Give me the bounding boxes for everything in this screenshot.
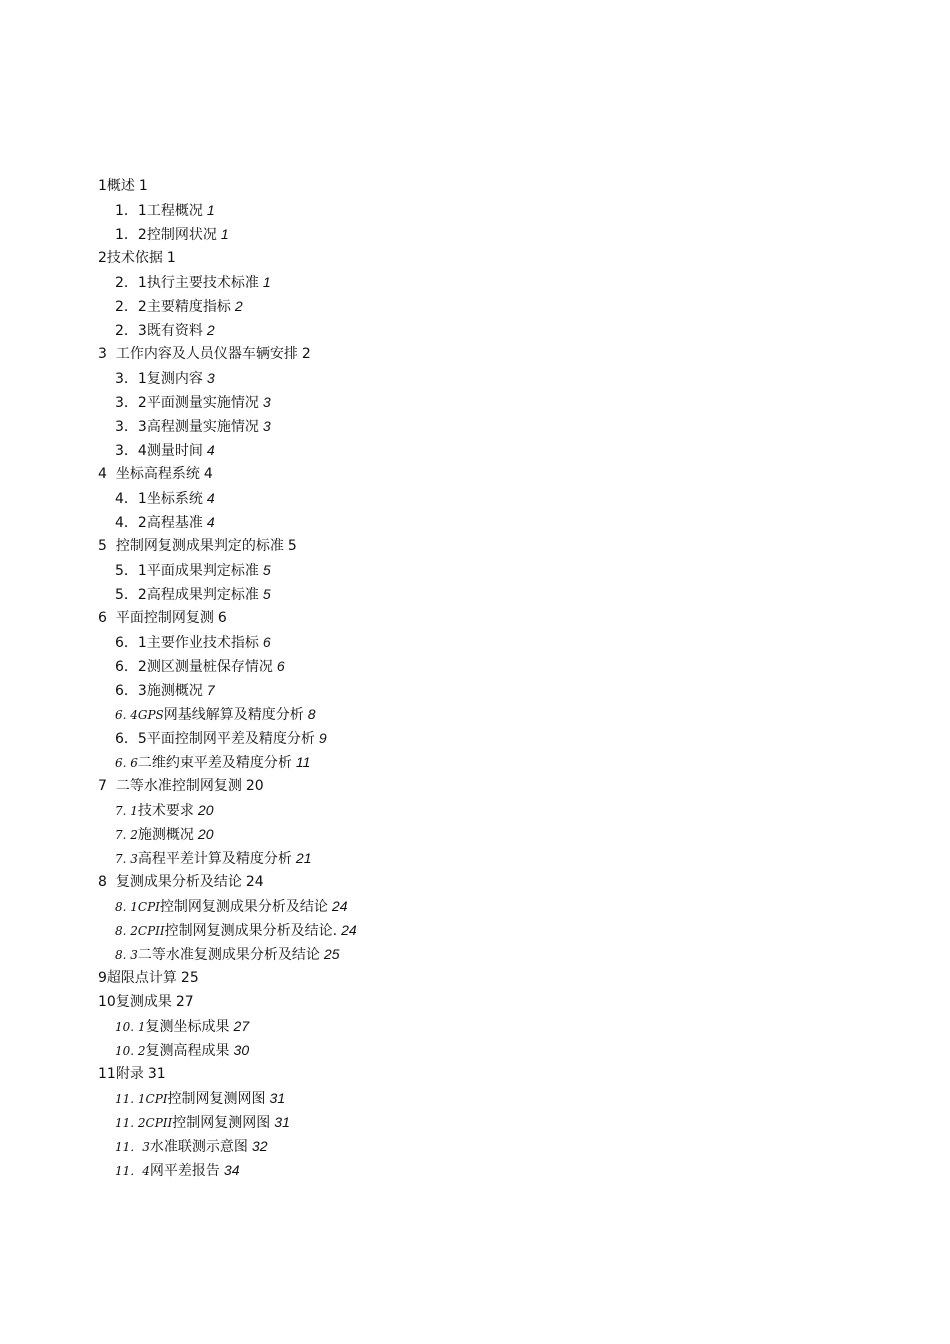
toc-entry-page: 1: [220, 226, 229, 242]
toc-entry-title: 平面控制网平差及精度分析: [146, 731, 315, 747]
toc-section-entry[interactable]: [98, 630, 878, 654]
toc-entry-number: 6．2: [115, 659, 147, 675]
toc-entry-title: 控制网复测成果判定的标准: [106, 538, 284, 554]
toc-entry-number: 6．5: [115, 731, 147, 747]
toc-entry-title: 二等水准复测成果分析及结论: [137, 947, 320, 963]
toc-entry-page: 6: [217, 610, 227, 626]
toc-section-entry[interactable]: [98, 318, 878, 342]
toc-entry-page: 30: [233, 1042, 250, 1058]
toc-entry-title: 超限点计算: [106, 970, 177, 986]
toc-entry-title: 概述: [106, 178, 135, 194]
toc-entry-page: 31: [147, 1066, 166, 1082]
toc-entry-title: 主要作业技术指标: [146, 635, 259, 651]
toc-section-entry[interactable]: [98, 1086, 878, 1110]
toc-entry-number: 4: [98, 466, 107, 482]
toc-entry-page: 5: [262, 586, 271, 602]
toc-entry-page: 4: [206, 442, 215, 458]
toc-entry-title: 二维约束平差及精度分析: [137, 755, 292, 771]
toc-entry-title: 平面测量实施情况: [146, 395, 259, 411]
toc-section-entry[interactable]: [98, 390, 878, 414]
toc-entry-number: 7: [98, 778, 107, 794]
toc-chapter-entry[interactable]: [98, 870, 878, 894]
toc-entry-title: 附录: [115, 1066, 144, 1082]
toc-entry-page: 25: [323, 946, 340, 962]
toc-entry-title: 控制网复测成果分析及结论: [159, 899, 328, 915]
toc-entry-number: 2．1: [115, 275, 147, 291]
toc-entry-title: 坐标系统: [146, 491, 203, 507]
toc-entry-title: 工程概况: [146, 203, 203, 219]
toc-entry-title: 施测概况: [137, 827, 194, 843]
toc-entry-title: 坐标高程系统: [106, 466, 200, 482]
toc-entry-number: 2: [98, 250, 107, 266]
toc-entry-page: 24: [245, 874, 264, 890]
toc-entry-number: 1．2: [115, 227, 147, 243]
toc-entry-number: 6: [98, 610, 107, 626]
toc-entry-number: 8. 1CPI: [115, 900, 160, 914]
toc-entry-title: 平面控制网复测: [106, 610, 214, 626]
toc-entry-number: 11: [98, 1066, 116, 1082]
toc-chapter-entry[interactable]: [98, 774, 878, 798]
toc-entry-page: 24: [331, 898, 348, 914]
toc-entry-number: 1．1: [115, 203, 147, 219]
toc-entry-title: 复测坐标成果: [145, 1019, 230, 1035]
toc-entry-number: 7. 1: [115, 804, 138, 818]
toc-entry-page: 32: [251, 1138, 268, 1154]
toc-chapter-entry[interactable]: [98, 174, 878, 198]
toc-entry-title: 水准联测示意图: [149, 1139, 248, 1155]
toc-entry-page: 20: [245, 778, 264, 794]
toc-entry-number: 6．1: [115, 635, 147, 651]
toc-chapter-entry[interactable]: [98, 966, 878, 990]
toc-entry-page: 5: [262, 562, 271, 578]
toc-entry-page: 6: [276, 658, 285, 674]
toc-entry-page: 1: [206, 202, 215, 218]
toc-section-entry[interactable]: [98, 558, 878, 582]
toc-entry-title: 测量时间: [146, 443, 203, 459]
toc-section-entry[interactable]: [98, 942, 878, 966]
toc-chapter-entry[interactable]: [98, 534, 878, 558]
toc-entry-number: 11．3: [115, 1140, 150, 1154]
toc-entry-title: 测区测量桩保存情况: [146, 659, 273, 675]
toc-section-entry[interactable]: [98, 726, 878, 750]
toc-chapter-entry[interactable]: [98, 246, 878, 270]
toc-entry-number: 9: [98, 970, 107, 986]
toc-entry-page: 34: [223, 1162, 240, 1178]
toc-section-entry[interactable]: [98, 1014, 878, 1038]
toc-section-entry[interactable]: [98, 678, 878, 702]
toc-section-entry[interactable]: [98, 294, 878, 318]
toc-section-entry[interactable]: [98, 822, 878, 846]
toc-entry-page: 1: [138, 178, 148, 194]
toc-entry-page: 27: [233, 1018, 250, 1034]
toc-entry-number: 8. 2CPII: [115, 924, 165, 938]
toc-entry-page: 4: [206, 514, 215, 530]
toc-section-entry[interactable]: [98, 198, 878, 222]
toc-entry-title: 既有资料: [146, 323, 203, 339]
toc-entry-title: 工作内容及人员仪器车辆安排: [106, 346, 298, 362]
toc-entry-title: 复测内容: [146, 371, 203, 387]
toc-chapter-entry[interactable]: [98, 462, 878, 486]
toc-entry-page: 3: [262, 418, 271, 434]
toc-entry-page: 20: [197, 802, 214, 818]
toc-entry-title: 网平差报告: [149, 1163, 220, 1179]
toc-section-entry[interactable]: [98, 846, 878, 870]
toc-entry-page: 4: [206, 490, 215, 506]
toc-entry-title: 主要精度指标: [146, 299, 231, 315]
toc-section-entry[interactable]: [98, 1110, 878, 1134]
toc-section-entry[interactable]: [98, 918, 878, 942]
toc-entry-page: 6: [262, 634, 271, 650]
toc-entry-page: 1: [262, 274, 271, 290]
toc-entry-number: 7. 2: [115, 828, 138, 842]
toc-entry-number: 3: [98, 346, 107, 362]
toc-section-entry[interactable]: [98, 894, 878, 918]
toc-entry-title: 技术依据: [106, 250, 163, 266]
toc-chapter-entry[interactable]: [98, 1062, 878, 1086]
toc-entry-number: 3．2: [115, 395, 147, 411]
toc-entry-number: 6. 6: [115, 756, 138, 770]
toc-entry-title: 控制网复测网图: [167, 1091, 266, 1107]
toc-entry-page: 3: [262, 394, 271, 410]
toc-entry-page: 5: [287, 538, 297, 554]
toc-section-entry[interactable]: [98, 222, 878, 246]
toc-entry-number: 5．2: [115, 587, 147, 603]
toc-chapter-entry[interactable]: [98, 606, 878, 630]
toc-entry-title: 平面成果判定标准: [146, 563, 259, 579]
toc-entry-number: 6．3: [115, 683, 147, 699]
toc-entry-page: 8: [307, 706, 316, 722]
toc-entry-page: 11: [295, 754, 311, 770]
toc-entry-page: 9: [318, 730, 327, 746]
toc-entry-page: 1: [166, 250, 176, 266]
toc-entry-page: 4: [203, 466, 213, 482]
toc-section-entry[interactable]: [98, 270, 878, 294]
toc-entry-title: 高程测量实施情况: [146, 419, 259, 435]
toc-section-entry[interactable]: [98, 486, 878, 510]
toc-entry-number: 5．1: [115, 563, 147, 579]
toc-section-entry[interactable]: [98, 750, 878, 774]
toc-entry-title: 控制网复测网图: [172, 1115, 271, 1131]
toc-entry-number: 2．3: [115, 323, 147, 339]
toc-entry-title: 网基线解算及精度分析: [163, 707, 304, 723]
toc-entry-number: 11. 1CPⅠ: [115, 1092, 168, 1106]
toc-entry-page: 2: [301, 346, 311, 362]
toc-section-entry[interactable]: [98, 366, 878, 390]
toc-entry-page: 31: [269, 1090, 286, 1106]
toc-entry-page: 21: [295, 850, 312, 866]
toc-entry-title: 高程成果判定标准: [146, 587, 259, 603]
toc-entry-title: 高程平差计算及精度分析: [137, 851, 292, 867]
toc-entry-number: 8: [98, 874, 107, 890]
toc-entry-title: 技术要求: [137, 803, 194, 819]
toc-entry-page: 2: [234, 298, 243, 314]
toc-section-entry[interactable]: [98, 1158, 878, 1182]
toc-entry-number: 11．4: [115, 1164, 150, 1178]
toc-section-entry[interactable]: [98, 414, 878, 438]
toc-entry-title: 复测成果: [115, 994, 172, 1010]
toc-entry-number: 3．4: [115, 443, 147, 459]
toc-entry-title: 施测概况: [146, 683, 203, 699]
toc-entry-number: 6. 4GPS: [115, 708, 164, 722]
toc-chapter-entry[interactable]: [98, 990, 878, 1014]
toc-entry-page: 3: [206, 370, 215, 386]
toc-entry-number: 3．1: [115, 371, 147, 387]
toc-entry-page: 31: [274, 1114, 290, 1130]
toc-entry-title: 复测高程成果: [145, 1043, 230, 1059]
toc-entry-number: 4．1: [115, 491, 147, 507]
toc-section-entry[interactable]: [98, 654, 878, 678]
toc-section-entry[interactable]: [98, 798, 878, 822]
table-of-contents: [98, 174, 878, 1182]
toc-entry-page: 27: [175, 994, 194, 1010]
toc-entry-page: 25: [180, 970, 199, 986]
toc-section-entry[interactable]: [98, 702, 878, 726]
toc-entry-number: 1: [98, 178, 107, 194]
toc-entry-number: 10. 1: [115, 1020, 146, 1034]
toc-chapter-entry[interactable]: [98, 342, 878, 366]
toc-entry-page: 20: [197, 826, 214, 842]
toc-entry-number: 8. 3: [115, 948, 138, 962]
toc-entry-title: 执行主要技术标准: [146, 275, 259, 291]
toc-entry-number: 2．2: [115, 299, 147, 315]
toc-entry-title: 复测成果分析及结论: [106, 874, 242, 890]
toc-entry-number: 10: [98, 994, 116, 1010]
toc-entry-number: 11. 2CPII: [115, 1116, 173, 1130]
toc-entry-number: 5: [98, 538, 107, 554]
toc-section-entry[interactable]: [98, 1038, 878, 1062]
toc-entry-title: 控制网状况: [146, 227, 217, 243]
toc-entry-page: 2: [206, 322, 215, 338]
toc-entry-page: 24: [341, 922, 357, 938]
toc-entry-title: 二等水准控制网复测: [106, 778, 242, 794]
toc-entry-number: 3．3: [115, 419, 147, 435]
toc-entry-title: 控制网复测成果分析及结论.: [164, 923, 338, 939]
toc-entry-title: 高程基准: [146, 515, 203, 531]
toc-entry-page: 7: [206, 682, 215, 698]
toc-section-entry[interactable]: [98, 582, 878, 606]
toc-entry-number: 7. 3: [115, 852, 138, 866]
toc-section-entry[interactable]: [98, 510, 878, 534]
toc-section-entry[interactable]: [98, 1134, 878, 1158]
toc-section-entry[interactable]: [98, 438, 878, 462]
toc-entry-number: 4．2: [115, 515, 147, 531]
toc-entry-number: 10. 2: [115, 1044, 146, 1058]
